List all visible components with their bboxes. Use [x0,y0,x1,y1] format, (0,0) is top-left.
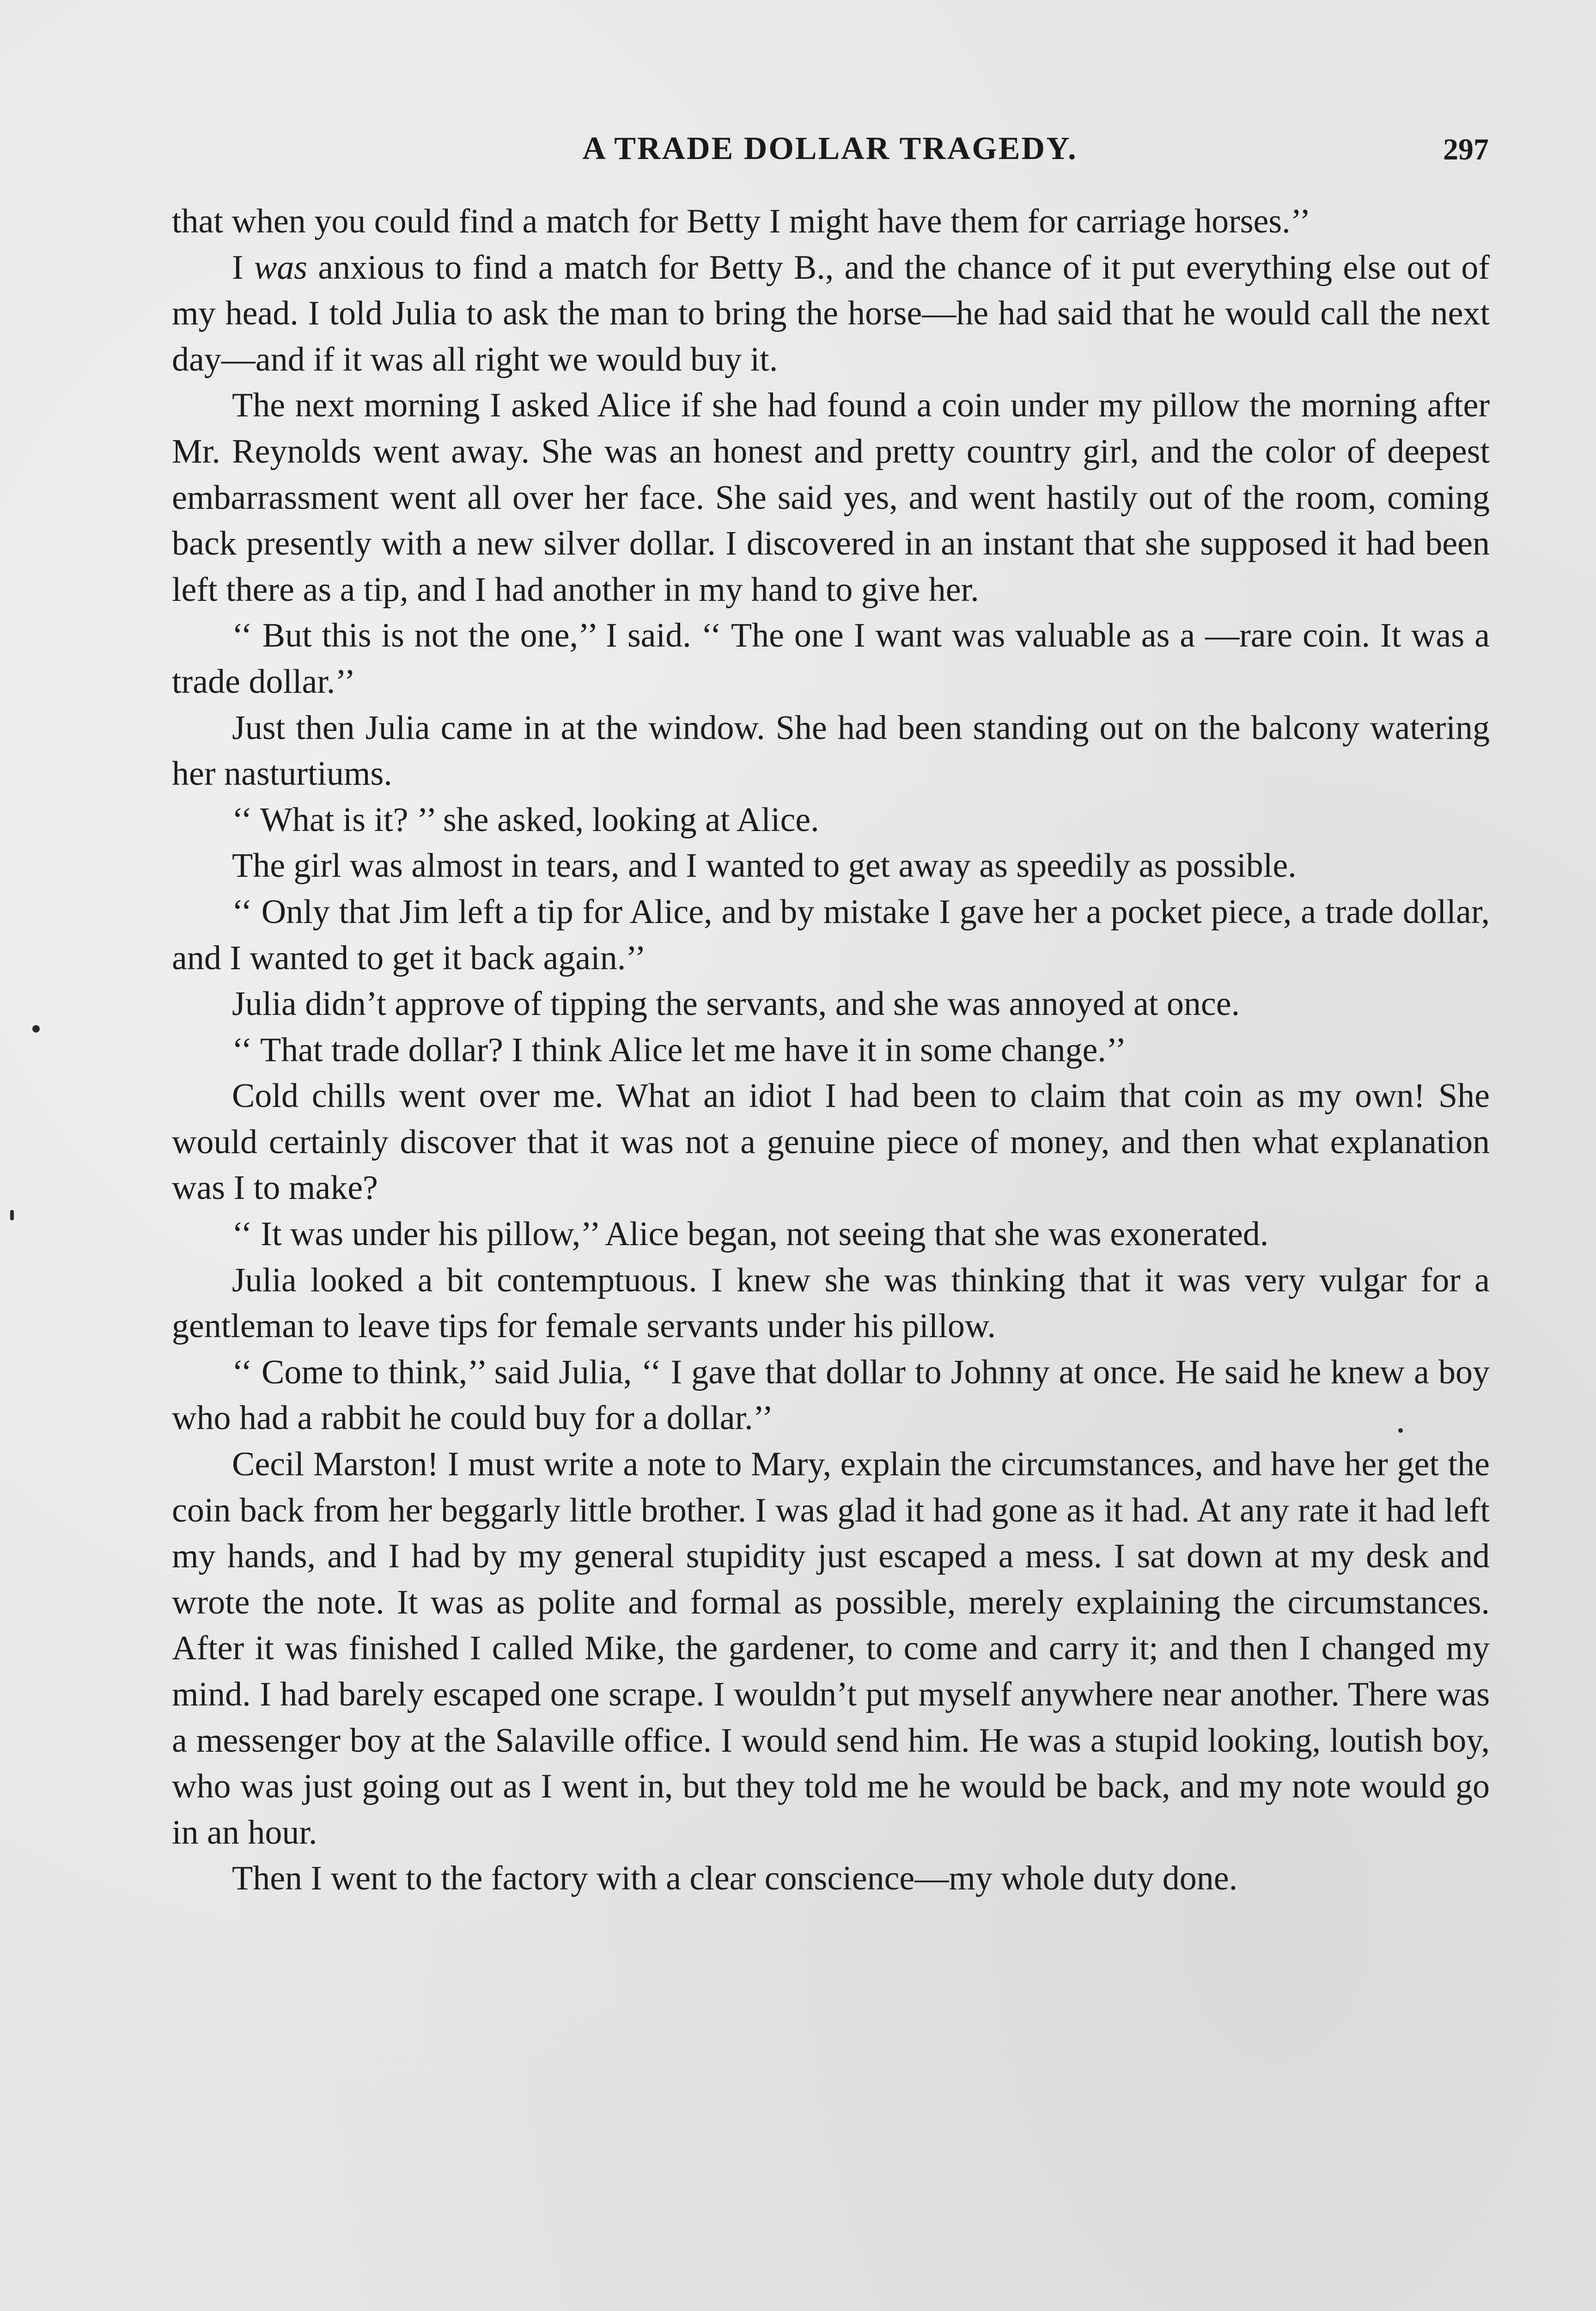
paragraph-text: Cecil Marston! I must write a note to Mary, explain the circumstances, and have her get the coin back from her beggarly little brother. I was glad it had gone as it had. At any rate it had left my hands, and I had by my general stupidity just escaped a mess. I sat down at my desk and wrote the note. It was as polite and formal as possible, merely explaining the circumstances. After it was finished I called Mike, the gardener, to come and carry it; and then I changed my mind. I had barely escaped one scrape. I wouldn’t put myself anywhere near another. There was a messenger boy at the Salaville office. I would send him. He was a stupid looking, loutish boy, who was just going out as I went in, but they told me he would be back, and my note would go in an hour. [172,1445,1490,1852]
paragraph-text: The next morning I asked Alice if she had found a coin under my pillow the morning after Mr. Reynolds went away. She was an honest and pretty country girl, and the color of deepest embarrassment went all over her face. She said yes, and went hastily out of the room, coming back presently with a new silver dollar. I discovered in an instant that she supposed it had been left there as a tip, and I had another in my hand to give her. [172,386,1490,609]
scan-speck [1398,1428,1403,1433]
scan-speck [32,1025,40,1033]
paragraph-lead: I [232,248,254,287]
paragraph-text: The girl was almost in tears, and I wanted to get away as speedily as possible. [232,847,1297,885]
paragraph-text: ‘‘ It was under his pillow,’’ Alice began, not seeing that she was exonerated. [232,1215,1269,1253]
paragraph-text: Just then Julia came in at the window. She had been standing out on the balcony watering her nasturtiums. [172,709,1490,793]
paragraph [172,1073,1490,1211]
page-title: A TRADE DOLLAR TRAGEDY. [582,131,1078,166]
paragraph-text: that when you could find a match for Betty I might have them for carriage horses.’’ [172,202,1311,240]
paragraph-text: ‘‘ Come to think,’’ said Julia, ‘‘ I gave that dollar to Johnny at once. He said he knew a boy who had a rabbit he could buy for a dollar.’’ [172,1353,1490,1437]
paragraph [172,843,1490,889]
scan-speck [10,1210,14,1220]
paragraph [172,245,1490,383]
paragraph [172,1350,1490,1442]
paragraph [172,383,1490,613]
paragraph-text: ‘‘ That trade dollar? I think Alice let me have it in some change.’’ [232,1031,1127,1069]
paragraph [172,1258,1490,1350]
page-number: 297 [1443,133,1489,166]
paragraph-text: Cold chills went over me. What an idiot I had been to claim that coin as my own! She would certainly discover that it was not a genuine piece of money, and then what explanation was I to make? [172,1077,1490,1207]
paragraph-text: ‘‘ Only that Jim left a tip for Alice, and by mistake I gave her a pocket piece, a trade dollar, and I wanted to get it back again.’’ [172,893,1490,977]
body-text [172,199,1490,1902]
paragraph [172,613,1490,705]
paragraph [172,1211,1490,1258]
paragraph-text: ‘‘ What is it? ’’ she asked, looking at Alice. [232,801,819,839]
paragraph [172,889,1490,981]
paragraph-text: anxious to find a match for Betty B., and the chance of it put everything else out of my head. I told Julia to ask the man to bring the horse—he had said that he would call the next day—and if it was all right we would buy it. [172,248,1490,379]
paragraph-text: Julia didn’t approve of tipping the servants, and she was annoyed at once. [232,985,1240,1023]
paragraph [172,705,1490,797]
paragraph-text: Then I went to the factory with a clear conscience—my whole duty done. [232,1859,1238,1898]
paragraph [172,1027,1490,1074]
paragraph-text: Julia looked a bit contemptuous. I knew she was thinking that it was very vulgar for a gentleman to leave tips for female servants under his pillow. [172,1261,1490,1345]
paragraph-text: ‘‘ But this is not the one,’’ I said. ‘‘ The one I want was valuable as a —rare coin. It was a trade dollar.’’ [172,617,1490,701]
paragraph [172,797,1490,844]
emphasized-word: was [254,248,308,287]
running-head [171,130,1489,172]
paragraph [172,1442,1490,1856]
paragraph [172,1856,1490,1902]
paragraph [172,981,1490,1027]
paragraph [172,199,1490,245]
